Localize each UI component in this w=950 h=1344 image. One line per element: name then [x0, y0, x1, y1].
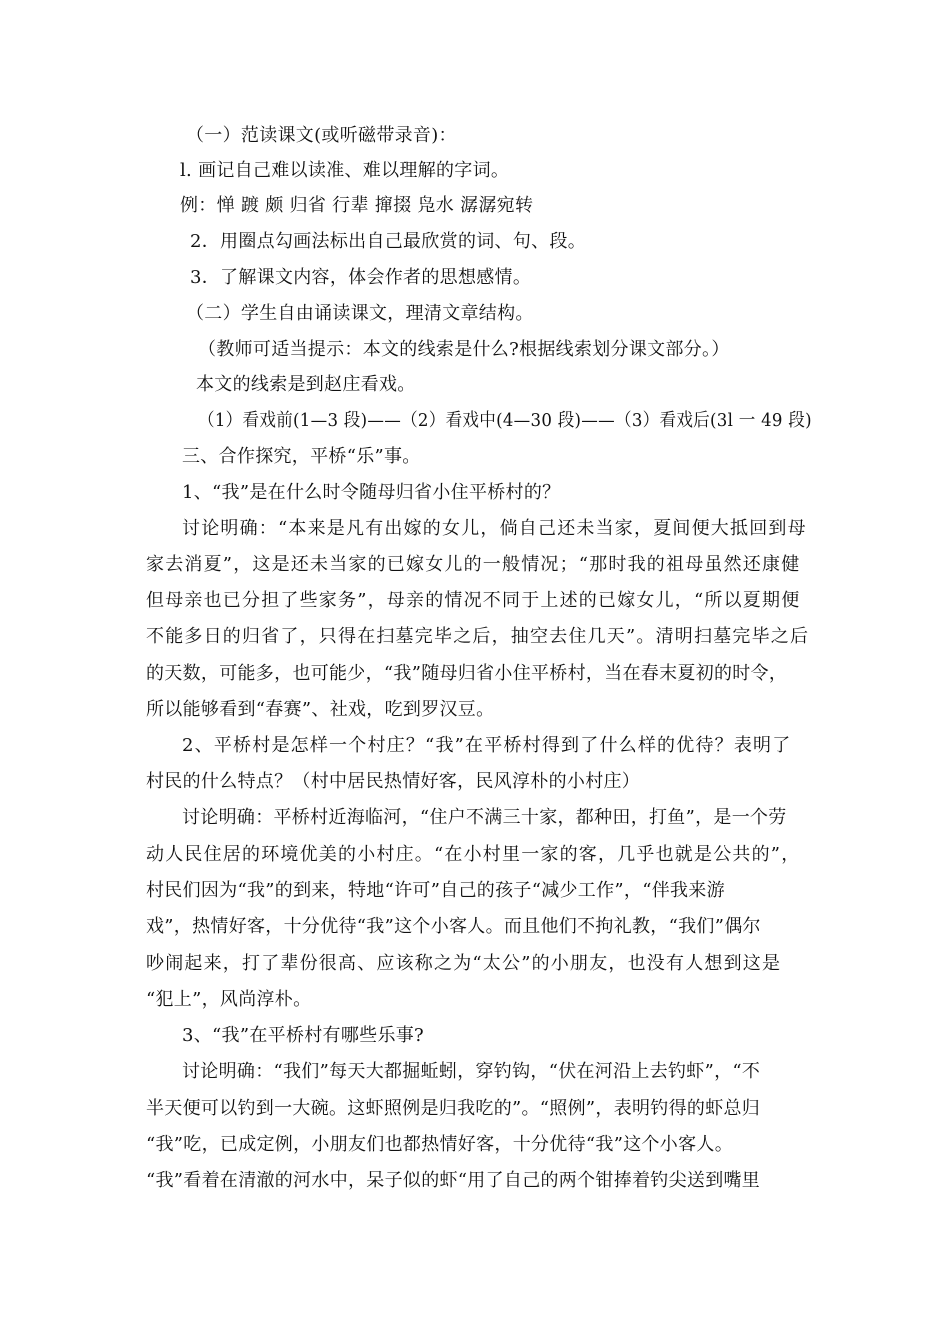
question-3: 3、“我”在平桥村有哪些乐事? [182, 1025, 425, 1046]
question-1: 1、“我”是在什么时令随母归省小住平桥村的？ [182, 482, 561, 503]
text-line: 所以能够看到“春赛”、社戏，吃到罗汉豆。 [146, 699, 495, 720]
text-line: 家去消夏”，这是还未当家的已嫁女儿的一般情况；“那时我的祖母虽然还康健 [146, 554, 801, 575]
section-heading-2: （二）学生自由诵读课文，理清文章结构。 [186, 303, 534, 324]
text-line: 但母亲也已分担了些家务”，母亲的情况不同于上述的已嫁女儿，“所以夏期便 [146, 590, 801, 611]
text-line: 动人民住居的环境优美的小村庄。“在小村里一家的客，几乎也就是公共的”， [146, 844, 801, 865]
text-line: “犯上”，风尚淳朴。 [146, 989, 312, 1010]
text-line: 例：惮 踱 颇 归省 行辈 撺掇 凫水 潺潺宛转 [180, 195, 534, 216]
text-line: （教师可适当提示：本文的线索是什么?根据线索划分课文部分。） [198, 339, 730, 360]
section-heading-1: （一）范读课文(或听磁带录音)： [186, 125, 457, 146]
text-line: l. 画记自己难以读准、难以理解的字词。 [180, 160, 510, 181]
text-line: （1）看戏前(1—3 段)——（2）看戏中(4—30 段)——（3）看戏后(3l 一 49 段) [198, 410, 812, 431]
text-line: 不能多日的归省了，只得在扫墓完毕之后，抽空去住几天”。清明扫墓完毕之后 [146, 626, 810, 647]
text-line: 本文的线索是到赵庄看戏。 [196, 374, 416, 395]
text-line: “我”吃，已成定例，小朋友们也都热情好客，十分优待“我”这个小客人。 [146, 1134, 734, 1155]
text-line: “我”看着在清澈的河水中，呆子似的虾“用了自己的两个钳捧着钓尖送到嘴里 [146, 1170, 761, 1191]
text-line: 戏”，热情好客，十分优待“我”这个小客人。而且他们不拘礼教，“我们”偶尔 [146, 916, 761, 937]
text-line: 讨论明确：平桥村近海临河，“住户不满三十家，都种田，打鱼”，是一个劳 [182, 807, 787, 828]
section-heading-3: 三、合作探究，平桥“乐”事。 [182, 446, 421, 467]
text-line: 村民的什么特点？（村中居民热情好客，民风淳朴的小村庄） [146, 771, 641, 792]
text-line: 讨论明确：“本来是凡有出嫁的女儿，倘自己还未当家，夏间便大抵回到母 [182, 518, 807, 539]
text-line: 2．用圈点勾画法标出自己最欣赏的词、句、段。 [190, 231, 587, 252]
question-2: 2、平桥村是怎样一个村庄？“我”在平桥村得到了什么样的优待？表明了 [182, 735, 792, 756]
text-line: 村民们因为“我”的到来，特地“许可”自己的孩子“减少工作”，“伴我来游 [146, 880, 725, 901]
text-line: 的天数，可能多，也可能少，“我”随母归省小住平桥村，当在春末夏初的时令， [146, 663, 788, 684]
text-line: 吵闹起来，打了辈份很高、应该称之为“太公”的小朋友，也没有人想到这是 [146, 953, 782, 974]
text-line: 3．了解课文内容，体会作者的思想感情。 [190, 267, 532, 288]
text-line: 半天便可以钓到一大碗。这虾照例是归我吃的”。“照例”，表明钓得的虾总归 [146, 1098, 761, 1119]
text-line: 讨论明确：“我们”每天大都掘蚯蚓，穿钓钩，“伏在河沿上去钓虾”，“不 [182, 1061, 761, 1082]
